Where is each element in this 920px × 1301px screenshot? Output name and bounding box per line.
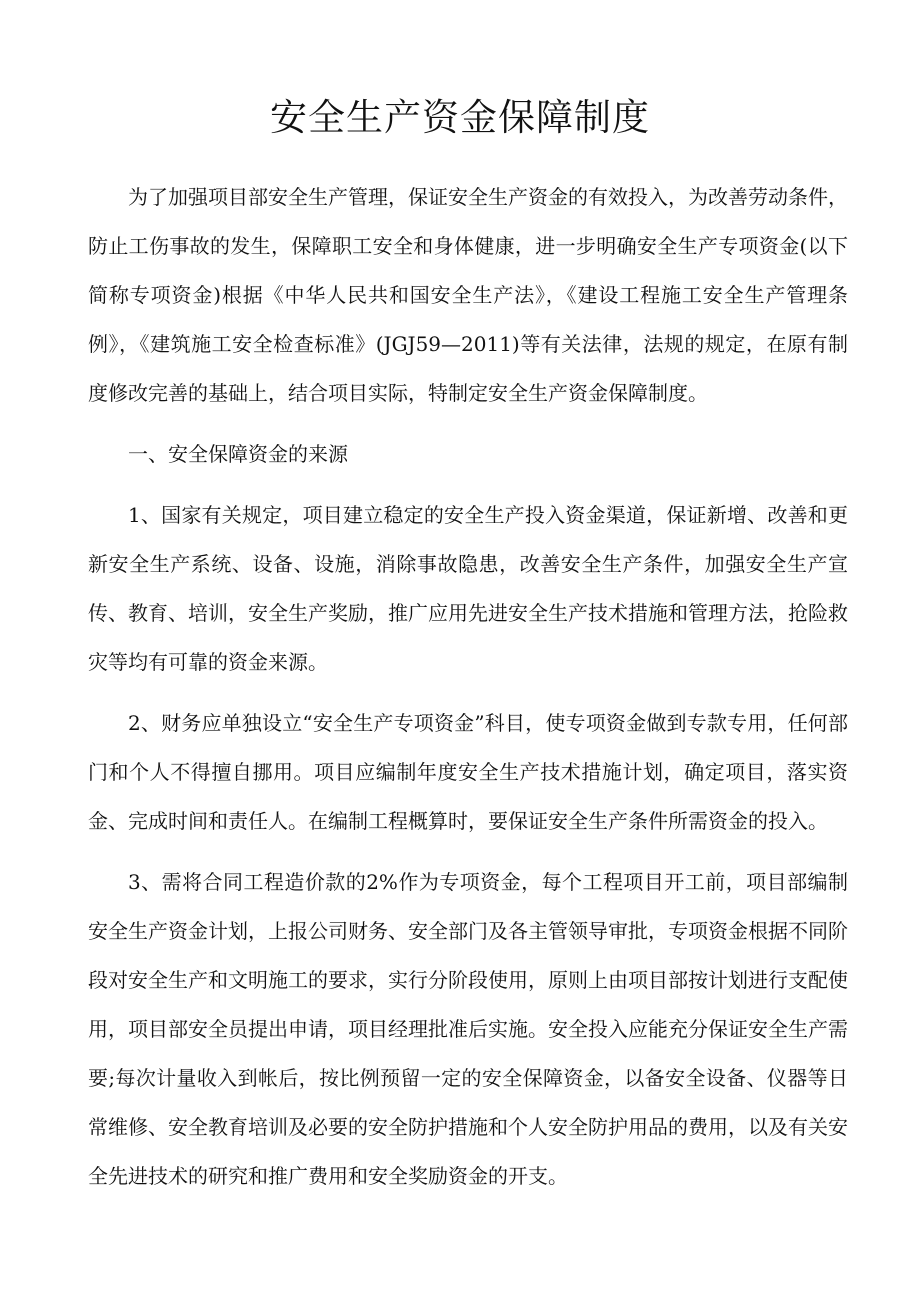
intro-paragraph: 为了加强项目部安全生产管理，保证安全生产资金的有效投入，为改善劳动条件，防止工伤事故的发生，保障职工安全和身体健康，进一步明确安全生产专项资金(以下简称专项资金)根据《中华人民共和国安全生产法》，《建设工程施工安全生产管理条例》，《建筑施工安全检查标准》(JGJ59—2011)等有关法律，法规的规定，在原有制度修改完善的基础上，结合项目实际，特制定安全生产资金保障制度。 (88, 185, 848, 405)
clause-3-paragraph: 3、需将合同工程造价款的2%作为专项资金，每个工程项目开工前，项目部编制安全生产资金计划，上报公司财务、安全部门及各主管领导审批，专项资金根据不同阶段对安全生产和文明施工的要求，实行分阶段使用，原则上由项目部按计划进行支配使用，项目部安全员提出申请，项目经理批准后实施。安全投入应能充分保证安全生产需要;每次计量收入到帐后，按比例预留一定的安全保障资金，以备安全设备、仪器等日常维修、安全教育培训及必要的安全防护措施和个人安全防护用品的费用，以及有关安全先进技术的研究和推广费用和安全奖励资金的开支。 (88, 870, 848, 1188)
clause-2-paragraph: 2、财务应单独设立“安全生产专项资金”科目，使专项资金做到专款专用，任何部门和个人不得擅自挪用。项目应编制年度安全生产技术措施计划，确定项目，落实资金、完成时间和责任人。在编制工程概算时，要保证安全生产条件所需资金的投入。 (88, 711, 848, 833)
document-body (88, 173, 848, 1213)
document-title: 安全生产资金保障制度 (270, 96, 650, 139)
section-heading-funding-source: 一、安全保障资金的来源 (128, 442, 348, 466)
clause-1-paragraph: 1、国家有关规定，项目建立稳定的安全生产投入资金渠道，保证新增、改善和更新安全生产系统、设备、设施，消除事故隐患，改善安全生产条件，加强安全生产宣传、教育、培训，安全生产奖励，推广应用先进安全生产技术措施和管理方法，抢险救灾等均有可靠的资金来源。 (88, 503, 848, 674)
